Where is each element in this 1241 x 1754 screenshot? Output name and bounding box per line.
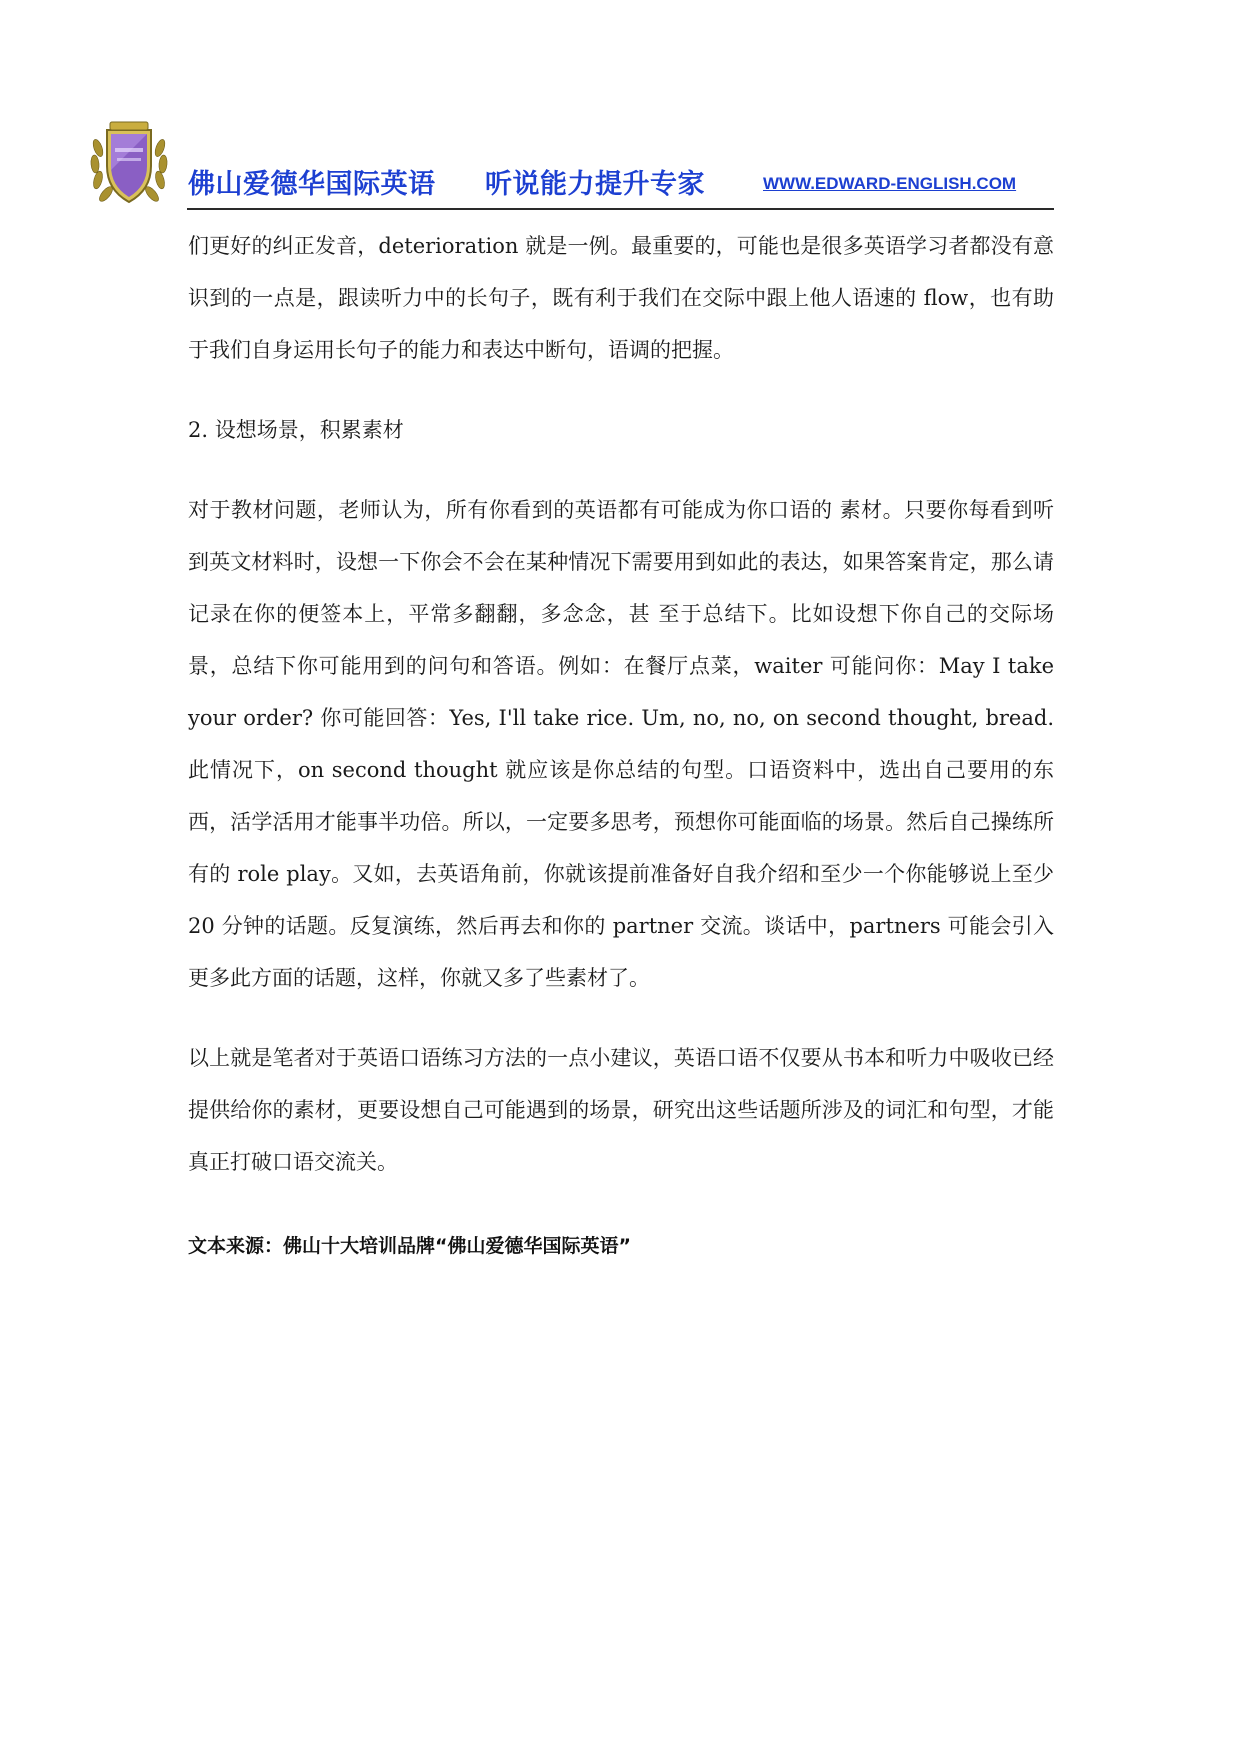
paragraph-materials: 对于教材问题，老师认为，所有你看到的英语都有可能成为你口语的 素材。只要你每看到听到英文材料时，设想一下你会不会在某种情况下需要用到如此的表达，如果答案肯定，那么请记录在你的便签本上，平常多翻翻，多念念，甚 至于总结下。比如设想下你自己的交际场景，总结下你可能用到的问句和答语。例如：在餐厅点菜，waiter 可能问你：May I take your order? 你可能回答：Yes, I'll take rice. Um, no, no, on second thought, bread. 此情况下，on second thought 就应该是你总结的句型。口语资料中，选出自己要用的东西，活学活用才能事半功倍。所以，一定要多思考，预想你可能面临的场景。然后自己操练所有的 role play。又如，去英语角前，你就该提前准备好自我介绍和至少一个你能够说上至少 20 分钟的话题。反复演练，然后再去和你的 partner 交流。谈话中，partners 可能会引入更多此方面的话题，这样，你就又多了些素材了。 [188, 498, 1054, 990]
paragraph-pronunciation: 们更好的纠正发音，deterioration 就是一例。最重要的，可能也是很多英语学习者都没有意识到的一点是，跟读听力中的长句子，既有利于我们在交际中跟上他人语速的 flow，也有助于我们自身运用长句子的能力和表达中断句，语调的把握。 [188, 234, 1054, 362]
paragraph-conclusion: 以上就是笔者对于英语口语练习方法的一点小建议，英语口语不仅要从书本和听力中吸收已经提供给你的素材，更要设想自己可能遇到的场景，研究出这些话题所涉及的词汇和句型，才能真正打破口语交流关。 [188, 1046, 1054, 1174]
article-body [188, 220, 1054, 1266]
paragraph-gap [188, 376, 1054, 404]
paragraph-gap [188, 456, 1054, 484]
brand-title: 佛山爱德华国际英语 [188, 169, 436, 200]
page-header [88, 118, 1054, 213]
brand-url-link[interactable]: WWW.EDWARD-ENGLISH.COM [763, 174, 1017, 193]
brand-slogan: 听说能力提升专家 [485, 169, 705, 200]
school-crest-logo [88, 118, 170, 210]
section-heading-2: 2. 设想场景，积累素材 [188, 418, 404, 442]
paragraph-gap [188, 1188, 1054, 1216]
paragraph-gap [188, 1004, 1054, 1032]
header-divider [187, 208, 1054, 210]
source-credit: 文本来源：佛山十大培训品牌“佛山爱德华国际英语” [188, 1235, 631, 1257]
